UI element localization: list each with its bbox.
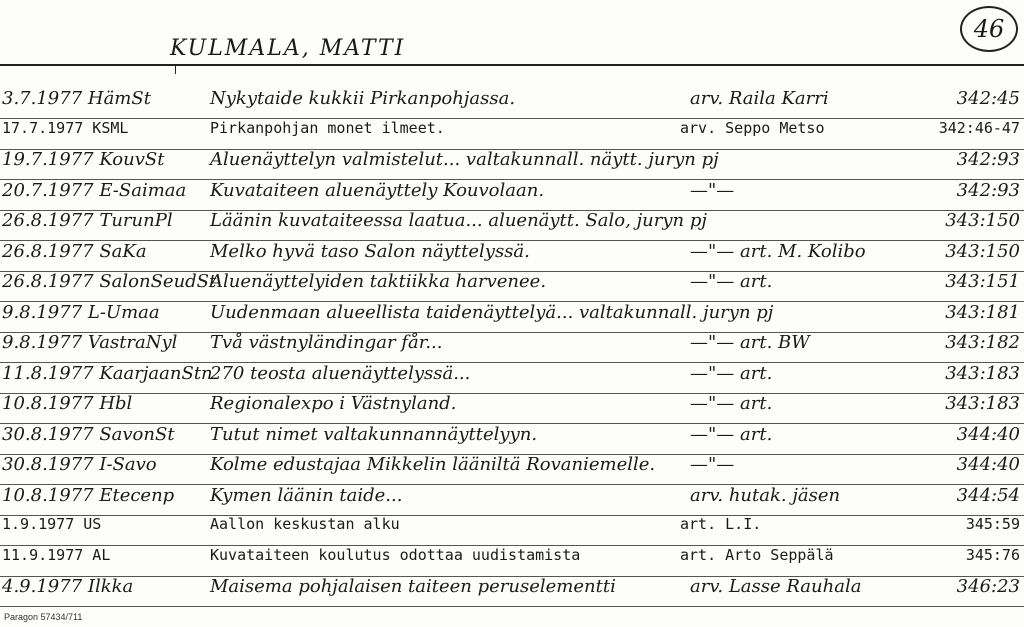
- entry-row: [0, 485, 1024, 515]
- card-number: 46: [960, 6, 1018, 52]
- entry-author: —"— art.: [690, 271, 773, 292]
- entry-reference: 346:23: [956, 576, 1020, 597]
- entry-row: [0, 454, 1024, 484]
- entry-date: 3.7.1977 HämSt: [2, 88, 151, 109]
- entry-row: [0, 210, 1024, 240]
- entry-title: Aallon keskustan alku: [210, 515, 400, 533]
- entry-title: Pirkanpohjan monet ilmeet.: [210, 118, 445, 137]
- entry-title: Uudenmaan alueellista taidenäyttelyä... valtakunnall. juryn pj: [210, 301, 774, 323]
- entry-title: Maisema pohjalaisen taiteen peruselementti: [210, 576, 616, 597]
- entry-author: arv. Seppo Metso: [680, 118, 825, 137]
- entry-date: 10.8.1977 Etecenp: [2, 484, 175, 506]
- entry-row: [0, 180, 1024, 210]
- entry-row: [0, 241, 1024, 271]
- entry-author: arv. Raila Karri: [690, 88, 829, 109]
- entry-date: 10.8.1977 Hbl: [2, 393, 133, 414]
- entry-row: [0, 546, 1024, 576]
- entry-date: 26.8.1977 SalonSeudSt: [2, 271, 217, 292]
- entry-date: 19.7.1977 KouvSt: [2, 149, 165, 170]
- entry-date: 9.8.1977 VastraNyl: [2, 332, 178, 353]
- entry-reference: 343:150: [945, 240, 1020, 262]
- entry-reference: 342:93: [956, 149, 1020, 170]
- entry-row: [0, 302, 1024, 332]
- card-footer: Paragon 57434/711: [4, 612, 83, 622]
- entry-author: —"— art. M. Kolibo: [690, 240, 866, 262]
- entry-date: 26.8.1977 SaKa: [2, 240, 147, 262]
- entry-title: Kolme edustajaa Mikkelin lääniltä Rovaniemelle.: [210, 454, 656, 475]
- entry-reference: 343:183: [945, 393, 1020, 414]
- entry-reference: 343:181: [945, 301, 1020, 323]
- entry-title: Melko hyvä taso Salon näyttelyssä.: [210, 240, 530, 262]
- entry-author: —"— art.: [690, 423, 773, 445]
- entry-row: [0, 363, 1024, 393]
- entry-title: Aluenäyttelyiden taktiikka harvenee.: [210, 271, 547, 292]
- entry-reference: 345:76: [965, 545, 1020, 564]
- entry-author: —"— art.: [690, 362, 773, 384]
- entry-row: [0, 332, 1024, 362]
- card-name: KULMALA, MATTI: [170, 36, 406, 61]
- entry-date: 4.9.1977 Ilkka: [2, 576, 134, 597]
- entry-date: 26.8.1977 TurunPl: [2, 210, 173, 231]
- entry-author: —"—: [690, 454, 735, 475]
- entry-row: [0, 393, 1024, 423]
- entry-title: Kuvataiteen koulutus odottaa uudistamista: [210, 545, 581, 564]
- entry-title: Nykytaide kukkii Pirkanpohjassa.: [210, 88, 516, 109]
- entry-row: [0, 271, 1024, 301]
- entry-row: [0, 88, 1024, 118]
- entry-date: 1.9.1977 US: [2, 515, 102, 533]
- entry-reference: 344:40: [956, 423, 1020, 445]
- entry-title: Regionalexpo i Västnyland.: [210, 393, 457, 414]
- entry-date: 11.9.1977 AL: [2, 545, 111, 564]
- entry-author: art. Arto Seppälä: [680, 545, 834, 564]
- entry-date: 17.7.1977 KSML: [2, 118, 129, 137]
- entry-row: [0, 119, 1024, 149]
- entry-row: [0, 515, 1024, 545]
- entry-reference: 342:45: [956, 88, 1020, 109]
- entry-title: Två västnyländingar får...: [210, 332, 443, 353]
- entry-date: 9.8.1977 L-Umaa: [2, 301, 160, 323]
- entry-title: Kymen läänin taide...: [210, 484, 403, 506]
- entry-title: Kuvataiteen aluenäyttely Kouvolaan.: [210, 179, 545, 201]
- ruled-line: [0, 606, 1024, 607]
- entry-reference: 343:182: [945, 332, 1020, 353]
- entry-row: [0, 424, 1024, 454]
- title-divider-tick: [175, 66, 176, 74]
- entry-reference: 344:54: [956, 484, 1020, 506]
- entry-author: —"—: [690, 179, 735, 201]
- entry-reference: 343:150: [945, 210, 1020, 231]
- entry-author: —"— art.: [690, 393, 773, 414]
- entry-reference: 342:93: [956, 179, 1020, 201]
- entry-reference: 344:40: [956, 454, 1020, 475]
- entry-date: 30.8.1977 I-Savo: [2, 454, 157, 475]
- title-divider: [0, 64, 1024, 66]
- entry-reference: 345:59: [965, 515, 1020, 533]
- entry-author: arv. hutak. jäsen: [690, 484, 841, 506]
- entry-date: 30.8.1977 SavonSt: [2, 423, 175, 445]
- entry-reference: 343:151: [945, 271, 1020, 292]
- entry-title: Aluenäyttelyn valmistelut... valtakunnall. näytt. juryn pj: [210, 149, 719, 170]
- entry-author: arv. Lasse Rauhala: [690, 576, 862, 597]
- entry-row: [0, 149, 1024, 179]
- entry-reference: 342:46-47: [938, 118, 1020, 137]
- entry-title: 270 teosta aluenäyttelyssä...: [210, 362, 471, 384]
- entry-date: 20.7.1977 E-Saimaa: [2, 179, 187, 201]
- entry-title: Tutut nimet valtakunnannäyttelyyn.: [210, 423, 538, 445]
- entry-author: art. L.I.: [680, 515, 762, 533]
- entry-title: Läänin kuvataiteessa laatua... aluenäytt. Salo, juryn pj: [210, 210, 707, 231]
- entry-date: 11.8.1977 KaarjaanStn: [2, 362, 213, 384]
- entry-row: [0, 576, 1024, 606]
- entry-reference: 343:183: [945, 362, 1020, 384]
- entry-author: —"— art. BW: [690, 332, 810, 353]
